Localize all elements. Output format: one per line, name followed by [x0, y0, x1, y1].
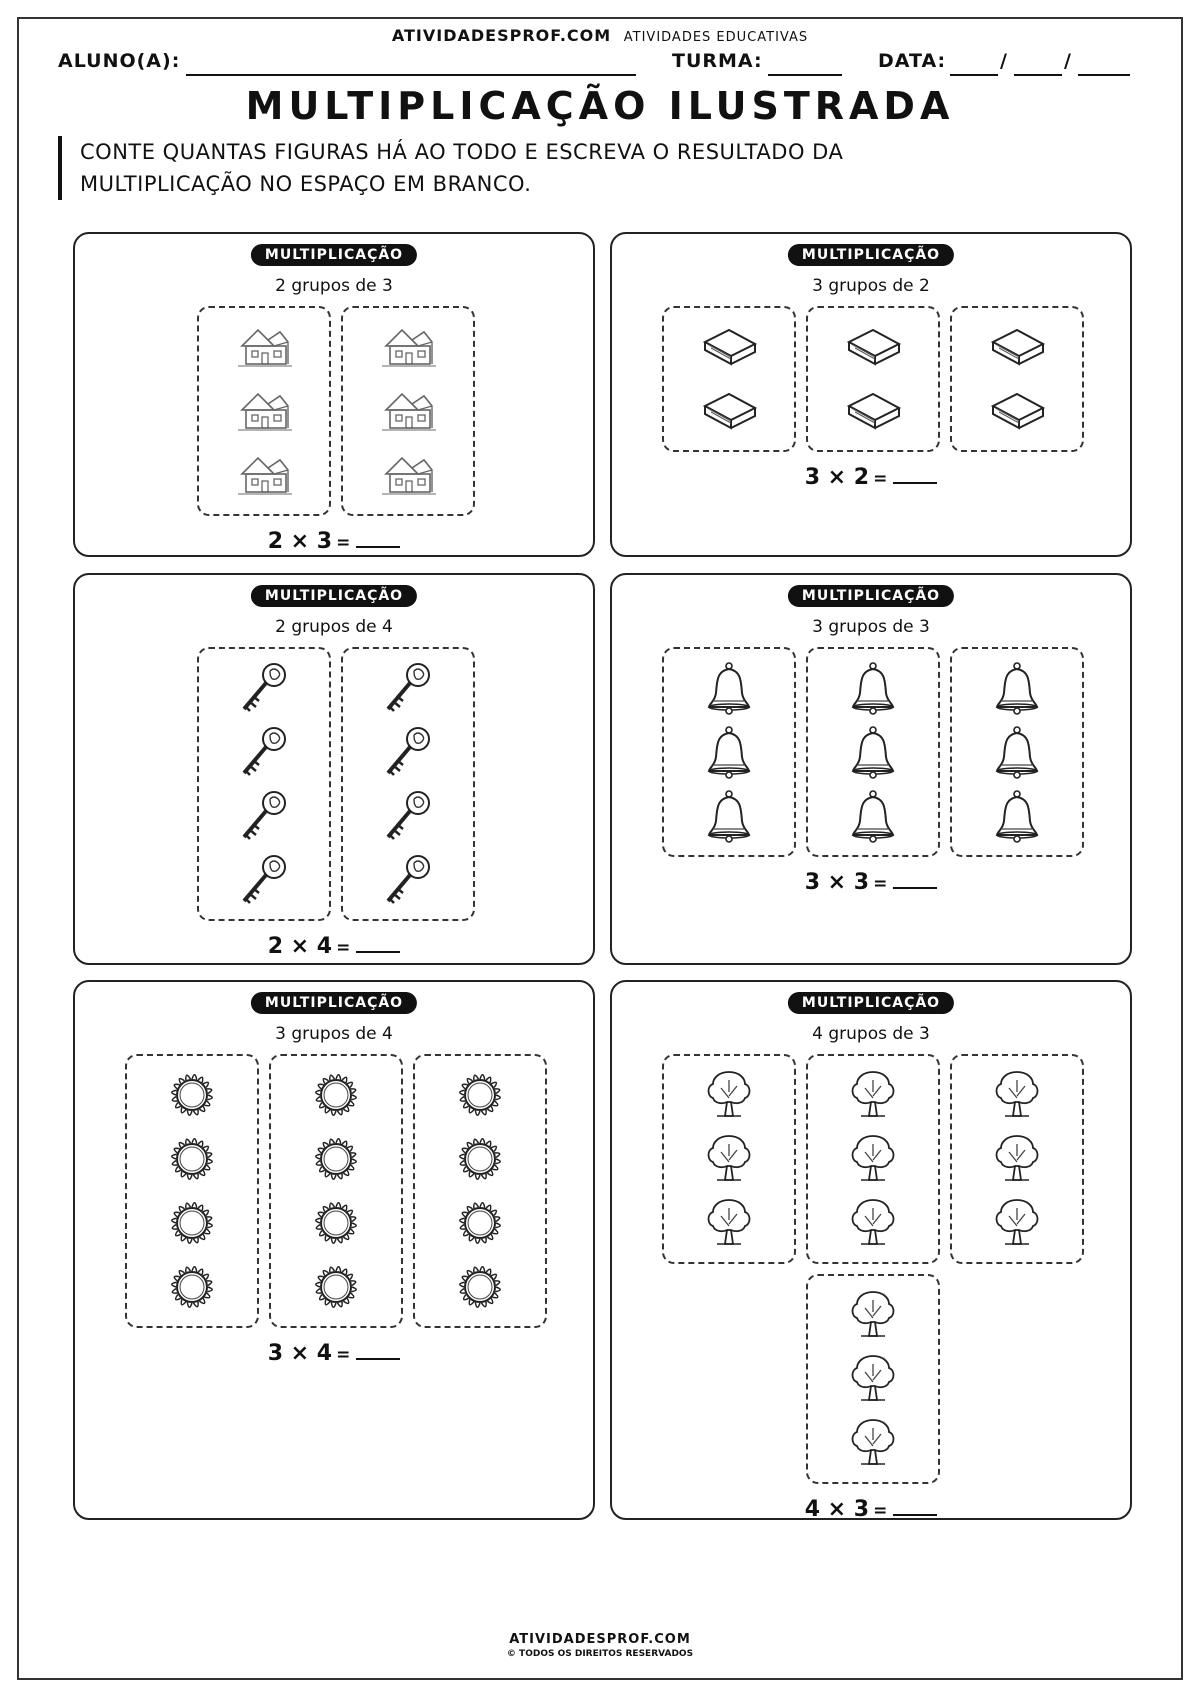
equals-sign: = [336, 1345, 351, 1365]
answer-blank[interactable] [893, 867, 937, 889]
tree-icon [843, 1352, 903, 1406]
bell-icon [843, 661, 903, 715]
date-label: DATA: [878, 50, 947, 72]
group-caption: 4 grupos de 3 [812, 1024, 930, 1044]
sun-icon [306, 1068, 366, 1122]
date-year-field[interactable] [1078, 74, 1130, 76]
book-icon [987, 384, 1047, 438]
key-icon [378, 661, 438, 715]
sun-icon [306, 1132, 366, 1186]
equation [75, 526, 593, 554]
student-name-label: ALUNO(A): [58, 50, 181, 72]
equation-text: 3 × 2 [804, 465, 870, 490]
tree-icon [699, 1196, 759, 1250]
exercise-panel [73, 573, 595, 965]
equals-sign: = [336, 533, 351, 553]
figure-group [950, 306, 1084, 452]
tree-icon [699, 1068, 759, 1122]
book-icon [843, 320, 903, 374]
group-caption: 2 grupos de 4 [275, 617, 393, 637]
page-title: MULTIPLICAÇÃO ILUSTRADA [245, 84, 955, 128]
key-icon [378, 853, 438, 907]
student-name-field[interactable] [186, 74, 636, 76]
figure-group [662, 1054, 796, 1264]
house-icon [234, 320, 294, 374]
sun-icon [450, 1260, 510, 1314]
date-month-field[interactable] [1014, 74, 1062, 76]
key-icon [234, 725, 294, 779]
bell-icon [699, 725, 759, 779]
tree-icon [843, 1132, 903, 1186]
equation [75, 931, 593, 959]
answer-blank[interactable] [893, 1494, 937, 1516]
tree-icon [843, 1068, 903, 1122]
figure-group [341, 647, 475, 921]
equation-text: 3 × 4 [267, 1341, 333, 1366]
sun-icon [450, 1132, 510, 1186]
figure-group [341, 306, 475, 516]
bell-icon [843, 725, 903, 779]
sun-icon [450, 1068, 510, 1122]
tree-icon [699, 1132, 759, 1186]
figure-group [125, 1054, 259, 1328]
instruction-line: MULTIPLICAÇÃO NO ESPAÇO EM BRANCO. [80, 172, 532, 196]
key-icon [378, 725, 438, 779]
equals-sign: = [873, 469, 888, 489]
exercise-panel [610, 573, 1132, 965]
tree-icon [987, 1132, 1047, 1186]
key-icon [234, 789, 294, 843]
equation-text: 4 × 3 [804, 1497, 870, 1522]
key-icon [234, 661, 294, 715]
equation [612, 462, 1130, 490]
answer-blank[interactable] [356, 931, 400, 953]
tree-icon [987, 1068, 1047, 1122]
sun-icon [450, 1196, 510, 1250]
tree-icon [987, 1196, 1047, 1250]
sun-icon [162, 1196, 222, 1250]
equation-text: 2 × 4 [267, 934, 333, 959]
book-icon [843, 384, 903, 438]
sun-icon [306, 1196, 366, 1250]
class-field[interactable] [768, 74, 842, 76]
group-caption: 3 grupos de 3 [812, 617, 930, 637]
tree-icon [843, 1416, 903, 1470]
equals-sign: = [873, 874, 888, 894]
equation [612, 1494, 1130, 1522]
book-icon [987, 320, 1047, 374]
group-caption: 3 grupos de 4 [275, 1024, 393, 1044]
date-slash: / [1064, 50, 1072, 72]
equals-sign: = [873, 1501, 888, 1521]
figure-group [662, 306, 796, 452]
bell-icon [987, 661, 1047, 715]
tree-icon [843, 1196, 903, 1250]
exercise-panel [73, 980, 595, 1520]
group-caption: 3 grupos de 2 [812, 276, 930, 296]
bell-icon [987, 789, 1047, 843]
figure-group [269, 1054, 403, 1328]
multiplication-badge: MULTIPLICAÇÃO [788, 992, 954, 1014]
figure-group [806, 647, 940, 857]
bell-icon [987, 725, 1047, 779]
figure-group [806, 306, 940, 452]
sun-icon [162, 1132, 222, 1186]
site-header [0, 26, 1200, 45]
footer-rights: © TODOS OS DIREITOS RESERVADOS [506, 1649, 694, 1659]
tree-icon [843, 1288, 903, 1342]
multiplication-badge: MULTIPLICAÇÃO [251, 992, 417, 1014]
footer [0, 1632, 1200, 1659]
multiplication-badge: MULTIPLICAÇÃO [251, 585, 417, 607]
instruction-line: CONTE QUANTAS FIGURAS HÁ AO TODO E ESCREVA O RESULTADO DA [80, 140, 844, 164]
figure-group [950, 1054, 1084, 1264]
sun-icon [162, 1068, 222, 1122]
figure-group [413, 1054, 547, 1328]
sun-icon [162, 1260, 222, 1314]
bell-icon [699, 789, 759, 843]
answer-blank[interactable] [356, 1338, 400, 1360]
figure-group [197, 306, 331, 516]
figure-group [197, 647, 331, 921]
exercise-panel [73, 232, 595, 557]
house-icon [378, 448, 438, 502]
house-icon [378, 320, 438, 374]
date-day-field[interactable] [950, 74, 998, 76]
multiplication-badge: MULTIPLICAÇÃO [251, 244, 417, 266]
bell-icon [699, 661, 759, 715]
key-icon [234, 853, 294, 907]
exercise-panel [610, 232, 1132, 557]
date-slash: / [1000, 50, 1008, 72]
answer-blank[interactable] [356, 526, 400, 548]
student-info-line [58, 50, 1148, 78]
equation [612, 867, 1130, 895]
site-subtitle: ATIVIDADES EDUCATIVAS [623, 30, 809, 45]
figure-group [806, 1054, 940, 1264]
multiplication-badge: MULTIPLICAÇÃO [788, 585, 954, 607]
site-name: ATIVIDADESPROF.COM [391, 26, 612, 45]
equation-text: 2 × 3 [267, 529, 333, 554]
book-icon [699, 384, 759, 438]
answer-blank[interactable] [893, 462, 937, 484]
sun-icon [306, 1260, 366, 1314]
exercise-panel [610, 980, 1132, 1520]
figure-group [662, 647, 796, 857]
bell-icon [843, 789, 903, 843]
equals-sign: = [336, 938, 351, 958]
figure-group [950, 647, 1084, 857]
house-icon [234, 384, 294, 438]
book-icon [699, 320, 759, 374]
key-icon [378, 789, 438, 843]
footer-site: ATIVIDADESPROF.COM [509, 1632, 691, 1647]
class-label: TURMA: [672, 50, 763, 72]
house-icon [378, 384, 438, 438]
multiplication-badge: MULTIPLICAÇÃO [788, 244, 954, 266]
equation [75, 1338, 593, 1366]
equation-text: 3 × 3 [804, 870, 870, 895]
group-caption: 2 grupos de 3 [275, 276, 393, 296]
instructions [58, 136, 960, 200]
house-icon [234, 448, 294, 502]
figure-group [806, 1274, 940, 1484]
